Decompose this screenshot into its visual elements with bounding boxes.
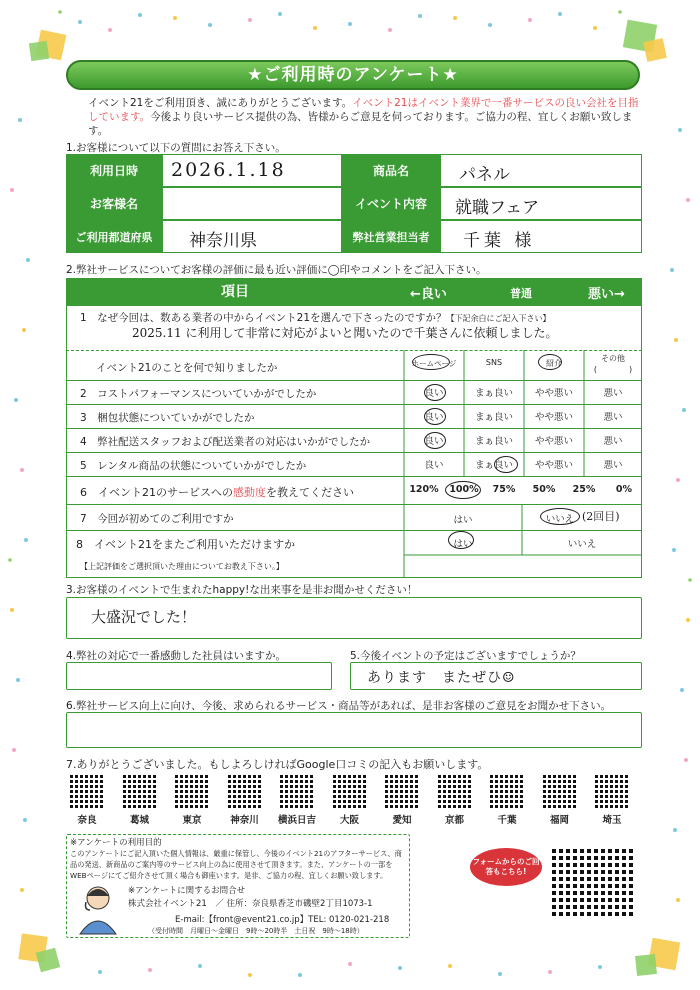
option-other-paren: ( ): [593, 365, 633, 374]
rating-option[interactable]: まぁ良い: [474, 436, 513, 447]
rating-option[interactable]: まぁ良い: [474, 388, 513, 399]
rating-option[interactable]: 悪い: [603, 412, 623, 423]
rating-option[interactable]: 悪い: [603, 460, 623, 471]
question-7: 7 今回が初めてのご利用ですか: [80, 513, 234, 525]
intro-highlight: イベント21はイベント業界で一番サービスの良い会社を目指しています。: [88, 97, 639, 123]
qr-location-label: 大阪: [339, 815, 359, 826]
question-8: 8 イベント21をまたご利用いただけますか: [76, 538, 295, 551]
selected-q5-fair: [494, 456, 518, 473]
question-6-pre: 6 イベント21のサービスへの: [80, 486, 233, 499]
q6-option[interactable]: 25%: [572, 484, 596, 495]
rating-option[interactable]: まぁ良い: [474, 460, 513, 471]
moved-staff-field[interactable]: [66, 662, 332, 690]
rating-option[interactable]: 良い: [424, 436, 444, 447]
google-review-qr-code[interactable]: [280, 774, 314, 808]
question-6-post: を教えてください: [266, 486, 354, 499]
prefecture-value: 神奈川県: [189, 231, 257, 251]
rating-option[interactable]: 悪い: [603, 388, 623, 399]
google-review-qr-code[interactable]: [595, 774, 629, 808]
label-customer-name: お客様名: [66, 187, 162, 220]
question-5: 5 レンタル商品の状態についていかがでしたか: [80, 460, 307, 472]
option-sns[interactable]: SNS: [485, 358, 503, 367]
header-bad: 悪い→: [588, 287, 625, 302]
rating-option[interactable]: やや悪い: [534, 460, 573, 471]
q6-option[interactable]: 120%: [409, 484, 439, 495]
contact-hours: （受付時間 月曜日～金曜日 9時～20時半 土日祝 9時～18時）: [148, 927, 364, 935]
qr-location-label: 千葉: [497, 815, 517, 826]
google-review-qr-code[interactable]: [385, 774, 419, 808]
label-product-name: 商品名: [342, 154, 440, 187]
question-1-note: 【下記余白にご記入下さい】: [446, 314, 551, 323]
label-event-content: イベント内容: [342, 187, 440, 220]
sales-rep-value: 千葉 様: [463, 231, 536, 251]
intro-part3: 今後より良いサービス提供の為、皆様からご意見を伺っております。ご協力の程、宜しくお願い致します。: [88, 111, 633, 137]
q8-option-yes[interactable]: はい: [453, 539, 473, 550]
qr-location-label: 横浜日吉: [277, 815, 316, 826]
happy-event-answer: 大盛況でした！: [91, 608, 197, 626]
question-3: 3 梱包状態についていかがでしたか: [80, 412, 255, 424]
contact-title: ※アンケートに関するお問合せ: [128, 886, 246, 896]
header-item: 項目: [66, 278, 404, 306]
future-event-field[interactable]: [350, 662, 642, 690]
happy-event-field[interactable]: [66, 597, 642, 639]
section6-heading: 6.弊社サービス向上に向け、今後、求められるサービス・商品等があれば、是非お客様のご意見をお聞かせ下さい。: [66, 700, 612, 712]
question-4: 4 弊社配送スタッフおよび配送業者の対応はいかがでしたか: [80, 436, 371, 448]
rating-option[interactable]: 良い: [424, 388, 444, 399]
company-name: 株式会社イベント21: [128, 899, 207, 909]
form-qr-code[interactable]: [552, 846, 636, 916]
selected-q3-good: [424, 408, 446, 425]
qr-location-label: 福岡: [549, 815, 569, 826]
q7-option-yes[interactable]: はい: [453, 515, 473, 526]
q8-option-no[interactable]: いいえ: [567, 539, 597, 550]
intro-part1: イベント21をご利用頂き、誠にありがとうございます。: [88, 97, 353, 109]
survey-title: ★ご利用時のアンケート★: [247, 65, 459, 85]
qr-location-label: 葛城: [129, 815, 149, 826]
qr-location-label: 東京: [182, 815, 202, 826]
google-review-qr-code[interactable]: [228, 774, 262, 808]
qr-location-label: 神奈川: [230, 815, 259, 826]
option-referral[interactable]: 紹介: [546, 359, 562, 368]
q6-option[interactable]: 75%: [492, 484, 516, 495]
label-usage-date: 利用日時: [66, 154, 162, 187]
option-homepage[interactable]: ホームページ: [411, 359, 457, 368]
question-1-answer[interactable]: 2025.11 に利用して非常に対応がよいと聞いたので千葉さんに依頼しました。: [132, 326, 558, 340]
question-2: 2 コストパフォーマンスについていかがでしたか: [80, 388, 317, 400]
section2-heading: 2.弊社サービスについてお客様の評価に最も近い評価に◯印やコメントをご記入下さい。: [66, 264, 487, 276]
question-8-note: 【上記評価をご選択頂いた理由についてお教え下さい。】: [80, 562, 284, 571]
google-review-qr-code[interactable]: [333, 774, 367, 808]
section3-heading: 3.お客様のイベントで生まれたhappy!な出来事を是非お聞かせください！: [66, 584, 418, 596]
header-good: ←良い: [410, 287, 447, 302]
company-address: ／ 住所：奈良県香芝市磯壁2丁目1073-1: [215, 899, 373, 909]
q6-option[interactable]: 0%: [615, 484, 633, 495]
question-how-know: イベント21のことを何で知りましたか: [96, 362, 278, 374]
contact-email-tel: E-mail:【front@event21.co.jp】TEL: 0120-021-218: [175, 915, 390, 925]
selected-q2-good: [424, 384, 446, 401]
contact-company-line: [128, 897, 373, 909]
purpose-text: このアンケートにご記入頂いた個人情報は、厳重に保管し、今後のイベント21のアフターサービス、商品の発送、新商品のご案内等のサービス向上の為に使用させて頂きます。また、アンケートの一部をWEBページにてご紹介させて頂く場合も御座います。是非、ご協力の程、宜しくお願い致します。: [70, 849, 402, 880]
google-review-qr-code[interactable]: [70, 774, 104, 808]
requests-field[interactable]: [66, 712, 642, 748]
form-answer-bubble[interactable]: フォームからのご回答もこちら!: [470, 848, 542, 886]
rating-option[interactable]: 良い: [424, 412, 444, 423]
rating-option[interactable]: やや悪い: [534, 388, 573, 399]
rating-option[interactable]: やや悪い: [534, 412, 573, 423]
qr-location-label: 埼玉: [602, 815, 622, 826]
section4-heading: 4.弊社の対応で一番感動した社員はいますか。: [66, 650, 287, 662]
label-prefecture: ご利用都道府県: [66, 220, 162, 253]
section5-heading: 5.今後イベントの予定はございますでしょうか？: [350, 650, 581, 662]
section7-heading: 7.ありがとうございました。もしよろしければGoogle口コミの記入もお願いします。: [66, 758, 489, 771]
rating-option[interactable]: 悪い: [603, 436, 623, 447]
rating-option[interactable]: やや悪い: [534, 436, 573, 447]
qr-location-label: 京都: [444, 815, 464, 826]
rating-option[interactable]: まぁ良い: [474, 412, 513, 423]
question-6-highlight: 感動度: [233, 486, 266, 499]
qr-location-label: 奈良: [77, 815, 97, 826]
google-review-qr-code[interactable]: [543, 774, 577, 808]
q6-option[interactable]: 50%: [532, 484, 556, 495]
event-content-value: 就職フェア: [455, 198, 540, 218]
section1-heading: 1.お客様について以下の質問にお答え下さい。: [66, 142, 286, 154]
selected-q4-good: [424, 432, 446, 449]
q7-option-no[interactable]: いいえ: [545, 514, 575, 525]
product-name-value: パネル: [459, 165, 510, 185]
google-review-qr-code[interactable]: [490, 774, 524, 808]
usage-date-value: 2026.1.18: [171, 159, 286, 181]
google-review-qr-code[interactable]: [175, 774, 209, 808]
q6-option[interactable]: 100%: [449, 484, 479, 495]
operator-illustration-icon: [74, 880, 122, 936]
future-event-answer: あります またぜひ☺: [367, 670, 516, 686]
rating-option[interactable]: 良い: [424, 460, 444, 471]
purpose-title: ※アンケートの利用目的: [70, 838, 162, 848]
option-other[interactable]: その他: [601, 354, 625, 363]
qr-location-label: 愛知: [392, 815, 412, 826]
google-review-qr-code[interactable]: [123, 774, 157, 808]
label-sales-rep: 弊社営業担当者: [342, 220, 440, 253]
header-normal: 普通: [510, 287, 532, 300]
question-1-text: 1 なぜ今回は、数ある業者の中からイベント21を選んで下さったのですか？: [80, 312, 447, 324]
google-review-qr-code[interactable]: [438, 774, 472, 808]
q7-note: (2回目): [582, 510, 620, 523]
